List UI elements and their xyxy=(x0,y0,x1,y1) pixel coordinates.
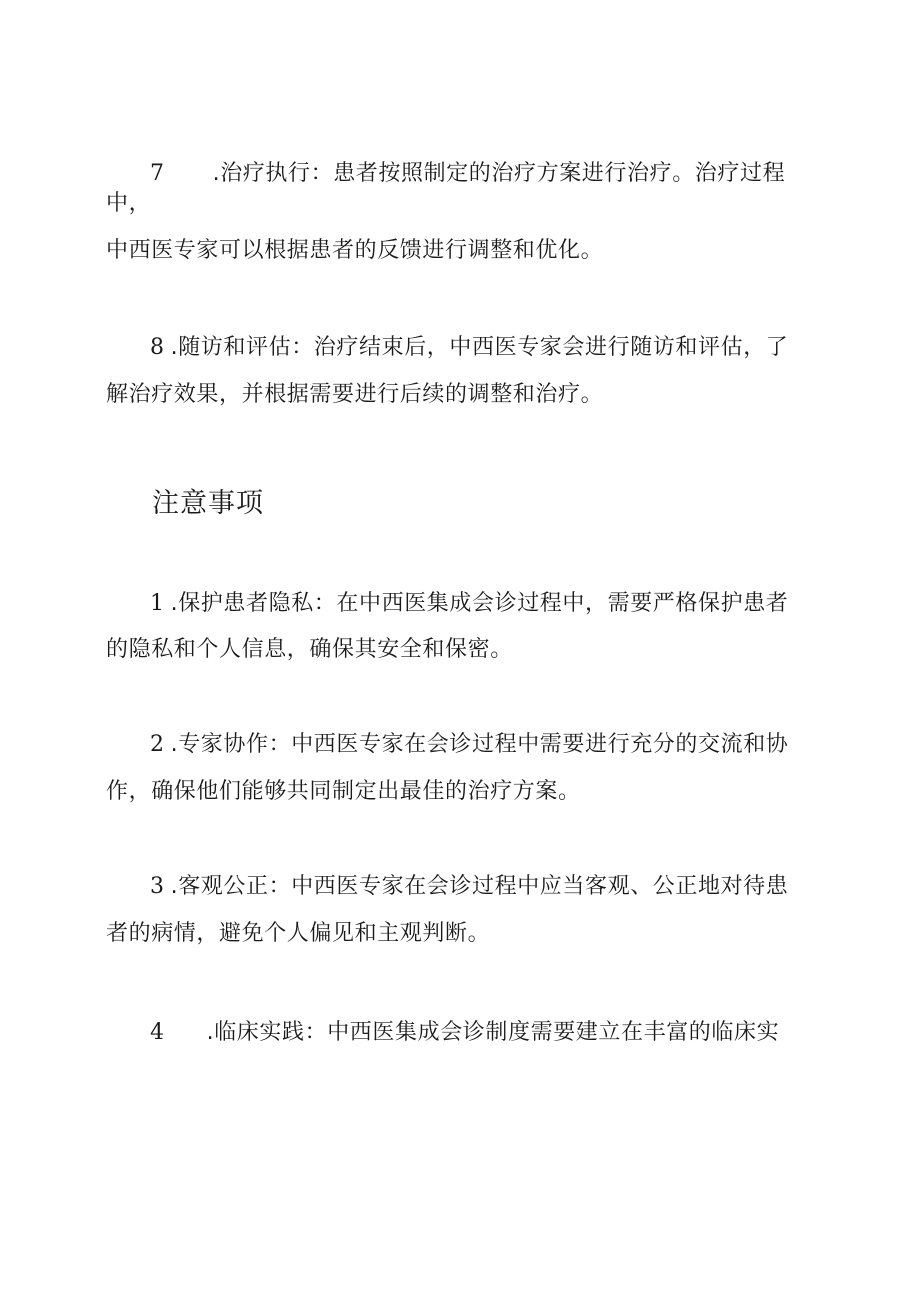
item-text: .随访和评估：治疗结束后，中西医专家会进行随访和评估，了 xyxy=(170,335,789,360)
item-text: .专家协作：中西医专家在会诊过程中需要进行充分的交流和协 xyxy=(170,732,789,757)
item-7-line-2 xyxy=(106,190,151,218)
item-text: 的隐私和个人信息，确保其安全和保密。 xyxy=(106,637,513,662)
item-7-line-3 xyxy=(106,237,603,265)
item-text: .客观公正：中西医专家在会诊过程中应当客观、公正地对待患 xyxy=(170,874,789,899)
item-number: 2 xyxy=(150,732,165,757)
item-text: 者的病情，避免个人偏见和主观判断。 xyxy=(106,921,491,946)
note-2-line-2 xyxy=(106,778,581,806)
item-text: .保护患者隐私：在中西医集成会诊过程中，需要严格保护患者 xyxy=(170,591,789,616)
item-number: 4 xyxy=(150,1020,165,1045)
item-number: 1 xyxy=(150,591,165,616)
item-8-line-1 xyxy=(150,334,788,362)
item-8-line-2 xyxy=(106,381,603,409)
item-text: 作，确保他们能够共同制定出最佳的治疗方案。 xyxy=(106,779,581,804)
item-text: .临床实践：中西医集成会诊制度需要建立在丰富的临床实 xyxy=(206,1020,780,1045)
note-3-line-1 xyxy=(150,873,788,901)
note-1-line-2 xyxy=(106,636,513,664)
item-text: .治疗执行：患者按照制定的治疗方案进行治疗。治疗过程 xyxy=(212,161,786,186)
item-7-line-1 xyxy=(150,160,785,188)
note-4-line-1 xyxy=(150,1019,779,1047)
section-heading: 注意事项 xyxy=(152,488,264,519)
note-1-line-1 xyxy=(150,590,788,618)
note-2-line-1 xyxy=(150,731,788,759)
item-number: 7 xyxy=(150,161,165,186)
item-text: 中， xyxy=(106,191,152,216)
item-number: 8 xyxy=(150,335,165,360)
item-text: 中西医专家可以根据患者的反馈进行调整和优化。 xyxy=(106,238,604,263)
item-number: 3 xyxy=(150,874,165,899)
item-text: 解治疗效果，并根据需要进行后续的调整和治疗。 xyxy=(106,382,604,407)
note-3-line-2 xyxy=(106,920,490,948)
